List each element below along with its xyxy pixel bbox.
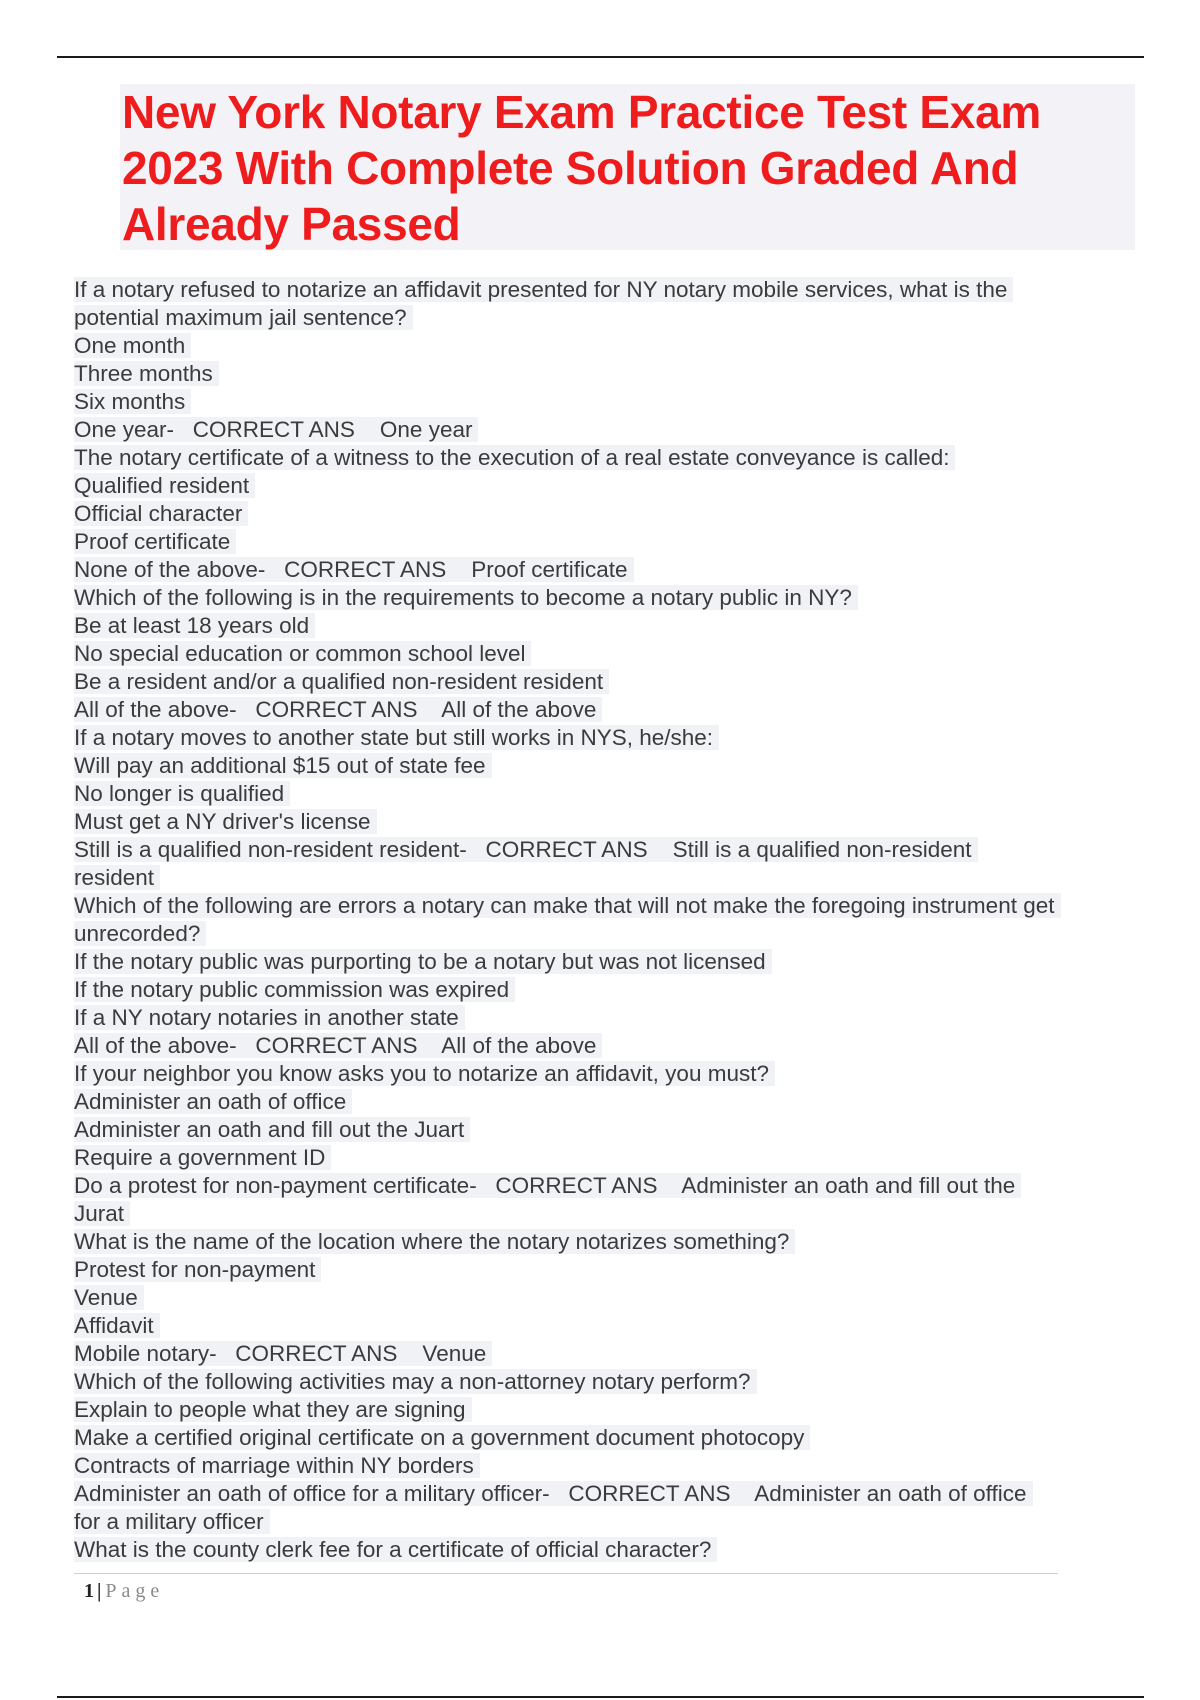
text-line-content: All of the above- CORRECT ANS All of the above [74,1033,602,1058]
text-line-content: Which of the following is in the requirements to become a notary public in NY? [74,585,858,610]
text-line-content: Proof certificate [74,529,236,554]
text-line-content: No longer is qualified [74,781,290,806]
text-line [74,388,1134,416]
text-line-content: No special education or common school level [74,641,531,666]
text-line [74,836,1134,864]
text-line [74,892,1134,920]
bottom-rule [57,1696,1144,1698]
text-line-content: Affidavit [74,1313,160,1338]
text-line [74,1508,1134,1536]
footer-rule [74,1573,1058,1574]
text-line-content: Venue [74,1285,144,1310]
text-line [74,1088,1134,1116]
text-line-content: Must get a NY driver's license [74,809,377,834]
text-line-content: Jurat [74,1201,130,1226]
text-line [74,1396,1134,1424]
text-line [74,1452,1134,1480]
footer-separator: | [97,1580,102,1602]
text-line-content: None of the above- CORRECT ANS Proof certificate [74,557,634,582]
text-line-content: Be at least 18 years old [74,613,315,638]
text-line-content: Be a resident and/or a qualified non-resident resident [74,669,609,694]
text-line [74,584,1134,612]
text-line-content: Contracts of marriage within NY borders [74,1453,480,1478]
text-line-content: Protest for non-payment [74,1257,321,1282]
text-line [74,556,1134,584]
text-line [74,332,1134,360]
text-line [74,1032,1134,1060]
text-line [74,472,1134,500]
text-line [74,1228,1134,1256]
text-line [74,1060,1134,1088]
text-line [74,304,1134,332]
text-line-content: What is the name of the location where the notary notarizes something? [74,1229,795,1254]
text-line-content: Administer an oath of office [74,1089,352,1114]
text-line-content: Administer an oath and fill out the Juart [74,1117,470,1142]
text-line [74,612,1134,640]
text-line [74,1116,1134,1144]
top-rule [57,56,1144,58]
text-line-content: unrecorded? [74,921,206,946]
text-line [74,920,1134,948]
text-line-content: If your neighbor you know asks you to notarize an affidavit, you must? [74,1061,775,1086]
text-line-content: Do a protest for non-payment certificate- CORRECT ANS Administer an oath and fill out the [74,1173,1021,1198]
text-line-content: Explain to people what they are signing [74,1397,472,1422]
text-line [74,1172,1134,1200]
text-line [74,276,1134,304]
text-line [74,528,1134,556]
text-line-content: The notary certificate of a witness to the execution of a real estate conveyance is called: [74,445,955,470]
text-line [74,1368,1134,1396]
question-list [74,276,1134,1564]
text-line [74,1004,1134,1032]
text-line [74,500,1134,528]
text-line-content: If a NY notary notaries in another state [74,1005,465,1030]
page-label: Page [105,1580,165,1602]
text-line [74,724,1134,752]
text-line-content: One month [74,333,191,358]
text-line-content: If a notary moves to another state but still works in NYS, he/she: [74,725,719,750]
text-line [74,808,1134,836]
text-line-content: Still is a qualified non-resident resident- CORRECT ANS Still is a qualified non-resident [74,837,978,862]
text-line-content: Three months [74,361,219,386]
text-line [74,948,1134,976]
text-line [74,360,1134,388]
text-line [74,640,1134,668]
text-line-content: Administer an oath of office for a military officer- CORRECT ANS Administer an oath of office [74,1481,1033,1506]
text-line [74,1536,1134,1564]
text-line-content: Which of the following are errors a notary can make that will not make the foregoing instrument get [74,893,1061,918]
text-line [74,780,1134,808]
text-line [74,1200,1134,1228]
text-line-content: All of the above- CORRECT ANS All of the above [74,697,602,722]
text-line-content: resident [74,865,160,890]
page-footer [84,1580,164,1603]
text-line-content: Mobile notary- CORRECT ANS Venue [74,1341,492,1366]
text-line-content: Official character [74,501,248,526]
text-line [74,1340,1134,1368]
text-line-content: If the notary public commission was expired [74,977,515,1002]
text-line [74,1424,1134,1452]
text-line-content: If the notary public was purporting to be a notary but was not licensed [74,949,772,974]
text-line-content: Make a certified original certificate on a government document photocopy [74,1425,810,1450]
text-line-content: Qualified resident [74,473,255,498]
page-number: 1 [84,1580,94,1602]
text-line-content: for a military officer [74,1509,270,1534]
document-title: New York Notary Exam Practice Test Exam 2023 With Complete Solution Graded And Already Passed [122,86,1041,250]
text-line [74,976,1134,1004]
text-line [74,1284,1134,1312]
text-line [74,416,1134,444]
text-line-content: One year- CORRECT ANS One year [74,417,478,442]
text-line [74,1256,1134,1284]
text-line-content: Will pay an additional $15 out of state fee [74,753,492,778]
text-line [74,696,1134,724]
text-line [74,864,1134,892]
text-line-content: potential maximum jail sentence? [74,305,413,330]
text-line-content: What is the county clerk fee for a certificate of official character? [74,1537,717,1562]
text-line-content: If a notary refused to notarize an affidavit presented for NY notary mobile services, what is the [74,277,1013,302]
text-line [74,1480,1134,1508]
text-line-content: Six months [74,389,191,414]
text-line [74,1312,1134,1340]
text-line [74,752,1134,780]
text-line [74,1144,1134,1172]
text-line-content: Require a government ID [74,1145,331,1170]
text-line [74,668,1134,696]
text-line [74,444,1134,472]
text-line-content: Which of the following activities may a non-attorney notary perform? [74,1369,757,1394]
